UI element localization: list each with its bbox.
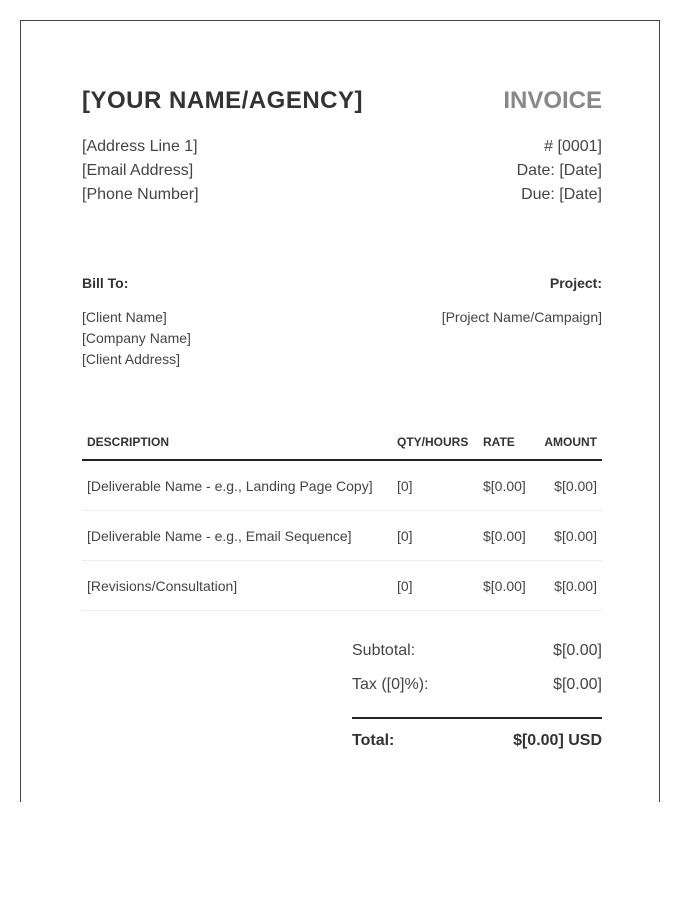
project-name: [Project Name/Campaign] xyxy=(441,309,602,325)
row-rate: $[0.00] xyxy=(483,528,526,544)
column-header-qty: QTY/HOURS xyxy=(397,435,469,449)
line-items-table xyxy=(82,423,602,611)
bill-to-label: Bill To: xyxy=(82,275,129,291)
row-description: [Deliverable Name - e.g., Email Sequence] xyxy=(87,528,352,544)
invoice-title: INVOICE xyxy=(503,87,602,114)
sender-address-block xyxy=(82,135,199,207)
row-amount: $[0.00] xyxy=(554,578,597,594)
bill-to-block xyxy=(82,307,191,370)
invoice-page xyxy=(20,20,660,802)
sender-phone: [Phone Number] xyxy=(82,186,199,203)
row-qty: [0] xyxy=(397,478,413,494)
column-header-amount: AMOUNT xyxy=(544,435,597,449)
invoice-date: Date: [Date] xyxy=(516,162,602,179)
tax-row xyxy=(352,673,602,707)
total-row xyxy=(352,719,602,759)
subtotal-row xyxy=(352,639,602,673)
total-value: $[0.00] USD xyxy=(513,732,602,749)
client-address: [Client Address] xyxy=(82,351,181,367)
project-block xyxy=(442,307,602,328)
invoice-meta-block xyxy=(517,135,602,207)
row-amount: $[0.00] xyxy=(554,478,597,494)
sender-email: [Email Address] xyxy=(82,162,194,179)
row-rate: $[0.00] xyxy=(483,578,526,594)
row-description: [Revisions/Consultation] xyxy=(87,578,238,594)
client-name: [Client Name] xyxy=(82,309,167,325)
row-amount: $[0.00] xyxy=(554,528,597,544)
client-company: [Company Name] xyxy=(82,330,191,346)
row-rate: $[0.00] xyxy=(483,478,526,494)
subtotal-value: $[0.00] xyxy=(553,642,602,659)
column-header-description: DESCRIPTION xyxy=(87,435,170,449)
sender-address-line: [Address Line 1] xyxy=(82,138,198,155)
subtotal-label: Subtotal: xyxy=(352,642,416,659)
total-label: Total: xyxy=(352,732,395,749)
table-row xyxy=(82,561,602,611)
invoice-number: # [0001] xyxy=(544,138,602,155)
row-description: [Deliverable Name - e.g., Landing Page Copy] xyxy=(87,478,373,494)
totals-block xyxy=(352,639,602,759)
column-header-rate: RATE xyxy=(483,435,515,449)
table-header xyxy=(82,423,602,461)
tax-label: Tax ([0]%): xyxy=(352,676,429,693)
invoice-due-date: Due: [Date] xyxy=(521,186,602,203)
project-label: Project: xyxy=(549,275,602,291)
table-row xyxy=(82,461,602,511)
table-row xyxy=(82,511,602,561)
row-qty: [0] xyxy=(397,578,413,594)
agency-name: [YOUR NAME/AGENCY] xyxy=(82,87,364,114)
tax-value: $[0.00] xyxy=(553,676,602,693)
row-qty: [0] xyxy=(397,528,413,544)
